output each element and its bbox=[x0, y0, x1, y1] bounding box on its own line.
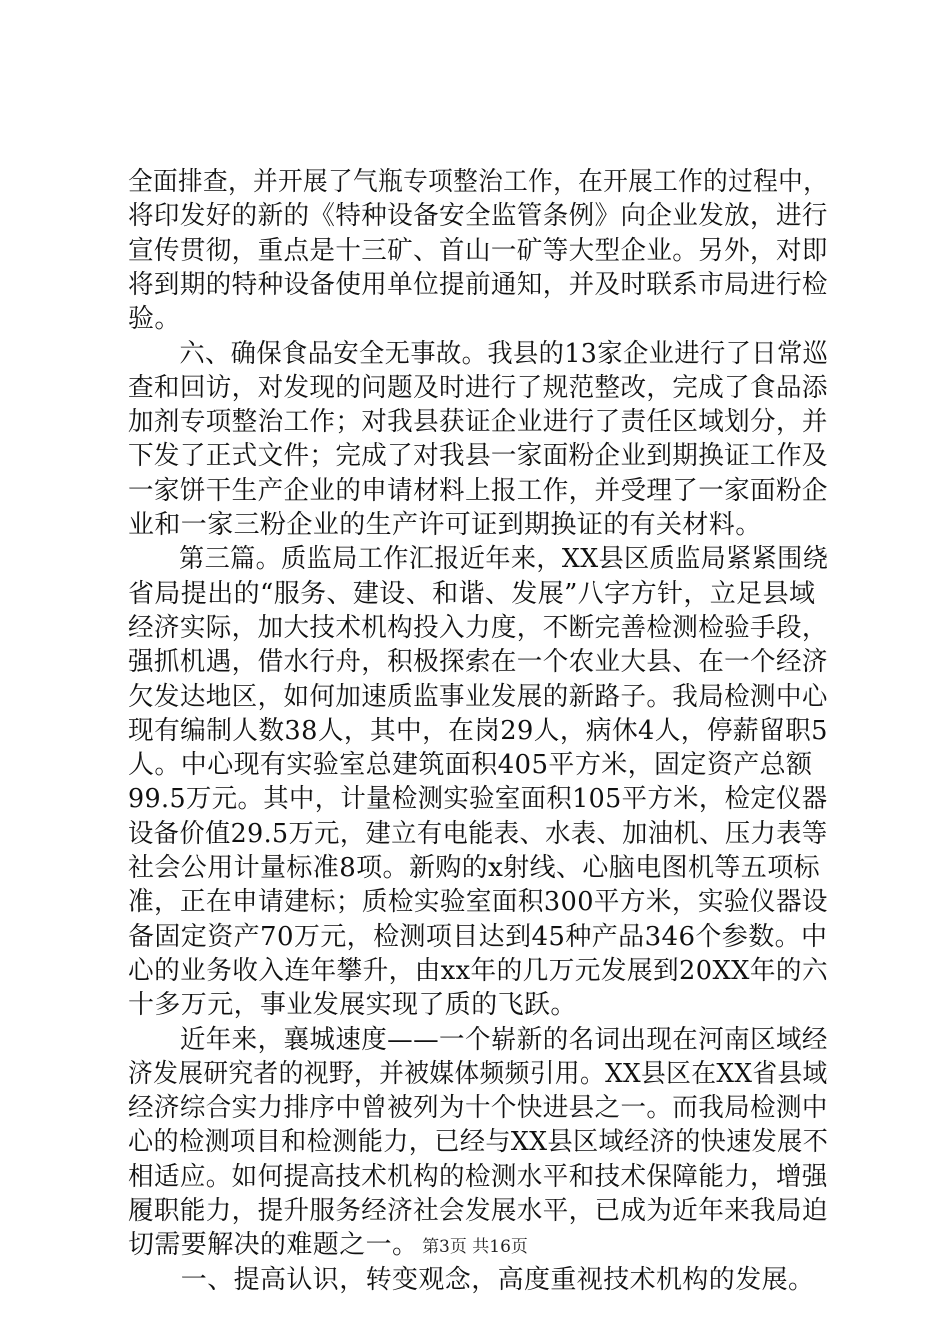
text-line: 业和一家三粉企业的生产许可证到期换证的有关材料。 bbox=[128, 510, 762, 540]
text-line: 相适应。如何提高技术机构的检测水平和技术保障能力，增强 bbox=[128, 1161, 828, 1192]
text-line: 验。 bbox=[128, 304, 181, 335]
text-line: 济发展研究者的视野，并被媒体频频引用。XX县区在XX省县域 bbox=[128, 1058, 828, 1089]
text-line: 宣传贯彻，重点是十三矿、首山一矿等大型企业。另外，对即 bbox=[128, 235, 828, 266]
text-line: 强抓机遇，借水行舟，积极探索在一个农业大县、在一个经济 bbox=[128, 647, 828, 678]
text-line: 查和回访，对发现的问题及时进行了规范整改，完成了食品添 bbox=[128, 372, 828, 403]
text-line: 切需要解决的难题之一。 bbox=[128, 1230, 419, 1261]
text-line: 人。中心现有实验室总建筑面积405平方米，固定资产总额 bbox=[128, 750, 813, 781]
text-line: 准，正在申请建标；质检实验室面积300平方米，实验仪器设 bbox=[128, 887, 828, 918]
text-line: 99.5万元。其中，计量检测实验室面积105平方米，检定仪器 bbox=[128, 784, 828, 815]
text-line: 一家饼干生产企业的申请材料上报工作，并受理了一家面粉企 bbox=[128, 475, 828, 506]
text-line: 经济实际，加大技术机构投入力度，不断完善检测检验手段， bbox=[128, 612, 828, 643]
text-line: 下发了正式文件；完成了对我县一家面粉企业到期换证工作及 bbox=[128, 441, 828, 472]
page-footer: 第3页 共16页 bbox=[422, 1237, 528, 1257]
text-line: 将印发好的新的《特种设备安全监管条例》向企业发放，进行 bbox=[128, 201, 828, 232]
text-line: 备固定资产70万元，检测项目达到45种产品346个参数。中 bbox=[128, 921, 828, 952]
text-line: 省局提出的“服务、建设、和谐、发展”八字方针，立足县域 bbox=[128, 578, 816, 609]
text-line: 现有编制人数38人，其中，在岗29人，病休4人，停薪留职5 bbox=[128, 715, 828, 746]
text-line: 心的检测项目和检测能力，已经与XX县区域经济的快速发展不 bbox=[128, 1127, 829, 1158]
text-line: 第三篇。质监局工作汇报近年来，XX县区质监局紧紧围绕 bbox=[128, 544, 829, 575]
text-line: 十多万元，事业发展实现了质的飞跃。 bbox=[128, 990, 577, 1021]
text-line: 六、确保食品安全无事故。我县的13家企业进行了日常巡 bbox=[128, 338, 829, 369]
text-line: 心的业务收入连年攀升，由xx年的几万元发展到20XX年的六 bbox=[128, 955, 829, 986]
text-line: 加剂专项整治工作；对我县获证企业进行了责任区域划分，并 bbox=[128, 407, 828, 438]
text-line: 全面排查，并开展了气瓶专项整治工作，在开展工作的过程中， bbox=[128, 167, 829, 197]
text-line: 一、提高认识，转变观念，高度重视技术机构的发展。 bbox=[128, 1264, 815, 1295]
text-line: 设备价值29.5万元，建立有电能表、水表、加油机、压力表等 bbox=[128, 818, 828, 849]
text-line: 将到期的特种设备使用单位提前通知，并及时联系市局进行检 bbox=[128, 269, 828, 300]
text-line: 履职能力，提升服务经济社会发展水平，已成为近年来我局迫 bbox=[128, 1196, 828, 1226]
text-line: 经济综合实力排序中曾被列为十个快进县之一。而我局检测中 bbox=[128, 1093, 828, 1124]
text-line: 社会公用计量标准8项。新购的x射线、心脑电图机等五项标 bbox=[128, 853, 821, 883]
text-line: 近年来，襄城速度——一个崭新的名词出现在河南区域经 bbox=[128, 1024, 828, 1055]
text-line: 欠发达地区，如何加速质监事业发展的新路子。我局检测中心 bbox=[128, 681, 828, 712]
